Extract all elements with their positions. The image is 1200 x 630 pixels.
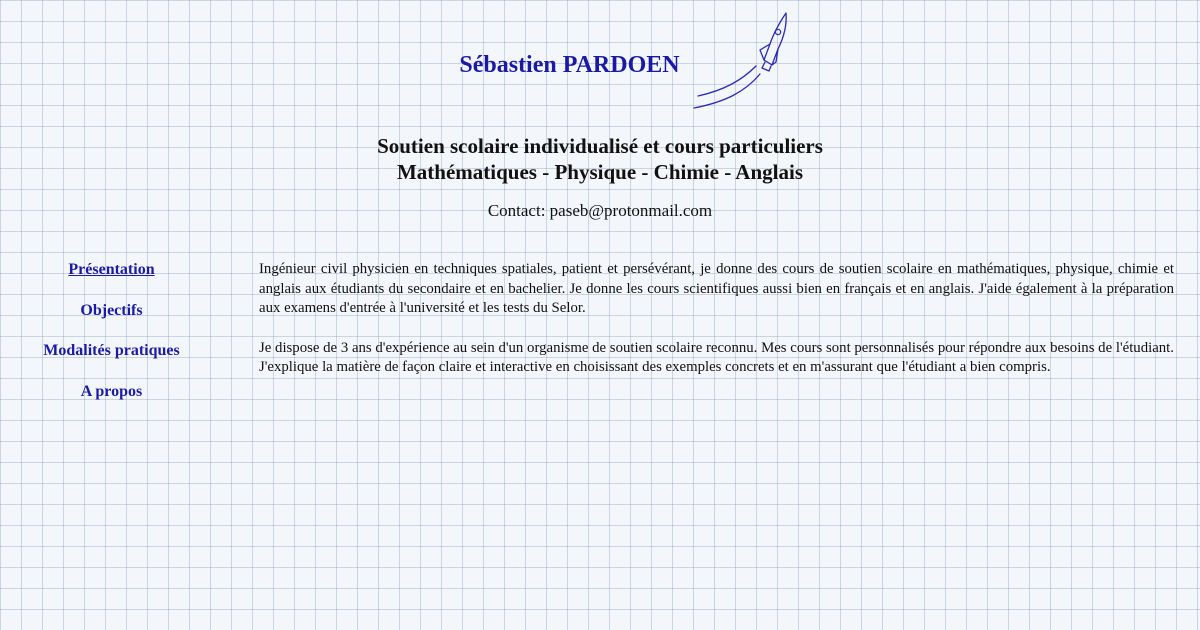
tagline xyxy=(0,133,1200,185)
sidebar-nav xyxy=(0,259,223,421)
contact-info: Contact: paseb@protonmail.com xyxy=(487,201,713,220)
tagline-line-1: Soutien scolaire individualisé et cours particuliers xyxy=(377,134,823,158)
intro-paragraph: Ingénieur civil physicien en techniques spatiales, patient et persévérant, je donne des cours de soutien scolaire en mathématiques, physique, chimie et anglais aux étudiants du secondaire et en bachelier. Je donne les cours scientifiques aussi bien en français et en anglais. J'aide également à la préparation aux examens d'entrée à l'université et les tests du Selor. xyxy=(259,261,1174,316)
main-content xyxy=(259,260,1174,398)
tagline-line-2: Mathématiques - Physique - Chimie - Anglais xyxy=(396,160,803,184)
rocket-icon xyxy=(690,10,790,114)
nav-link-presentation[interactable]: Présentation xyxy=(68,261,155,278)
experience-paragraph: Je dispose de 3 ans d'expérience au sein d'un organisme de soutien scolaire reconnu. Mes cours sont personnalisés pour répondre aux besoins de l'étudiant. J'explique la matière de façon claire et interactive en choisissant des exemples concrets et en m'assurant que l'étudiant a bien compris. xyxy=(259,339,1174,375)
nav-link-a-propos[interactable]: A propos xyxy=(80,382,143,400)
site-name: Sébastien PARDOEN xyxy=(459,52,680,78)
nav-link-objectifs[interactable]: Objectifs xyxy=(80,301,143,319)
nav-link-modalites-pratiques[interactable]: Modalités pratiques xyxy=(43,342,180,359)
